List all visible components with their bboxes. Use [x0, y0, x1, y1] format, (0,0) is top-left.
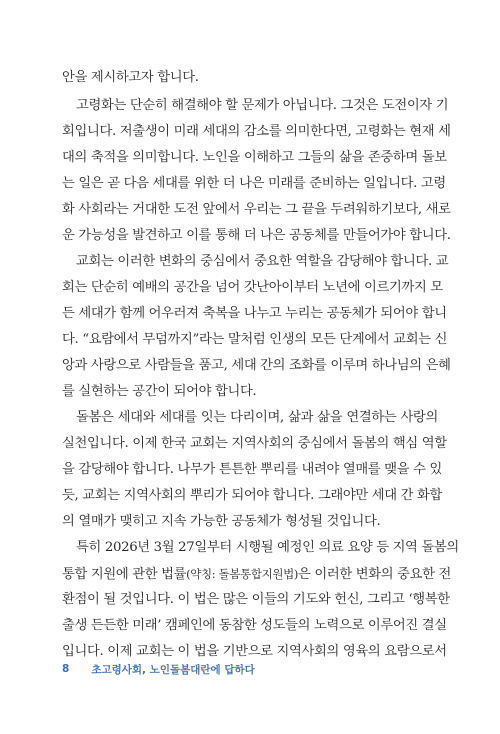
paragraph-line: 앙과 사랑으로 사람들을 품고, 세대 간의 조화를 이루며 하나님의 은혜 [62, 358, 451, 373]
paragraph-line: 환점이 될 것입니다. 이 법은 많은 이들의 기도와 헌신, 그리고 ‘행복한 [62, 592, 450, 607]
paragraph-line: 는 일은 곧 다음 세대를 위한 더 나은 미래를 준비하는 일입니다. 고령 [62, 176, 446, 191]
law-name-text: 통합 지원에 관한 법률 [62, 567, 187, 582]
page-footer [62, 661, 255, 677]
paragraph-line: 을 감당해야 합니다. 나무가 튼튼한 뿌리를 내려야 열매를 맺을 수 있 [62, 462, 443, 477]
paragraph-text: 은 이러한 변화의 중요한 전 [298, 567, 451, 582]
paragraph-line: 고령화는 단순히 해결해야 할 문제가 아닙니다. 그것은 도전이자 기 [76, 98, 449, 113]
paragraph-line: 출생 든든한 미래’ 캠페인에 동참한 성도들의 노력으로 이루어진 결실 [62, 618, 447, 633]
paragraph-line [62, 564, 451, 585]
paragraph-line: 듯, 교회는 지역사회의 뿌리가 되어야 합니다. 그래야만 세대 간 화합 [62, 488, 443, 503]
paragraph-line: 특히 2026년 3월 27일부터 시행될 예정인 의료 요양 등 지역 돌봄의 [76, 540, 459, 555]
law-abbreviation-note: (약칭: 돌봄통합지원법) [186, 567, 299, 581]
paragraph-line: 교회는 이러한 변화의 중심에서 중요한 역할을 감당해야 합니다. 교 [76, 254, 449, 269]
paragraph-line: 의 열매가 맺히고 지속 가능한 공동체가 형성될 것입니다. [62, 514, 381, 529]
paragraph-line: 안을 제시하고자 합니다. [62, 70, 199, 85]
paragraph-line: 입니다. 이제 교회는 이 법을 기반으로 지역사회의 영육의 요람으로서 [62, 644, 447, 659]
paragraph-line: 를 실현하는 공간이 되어야 합니다. [62, 384, 257, 399]
paragraph-line: 회는 단순히 예배의 공간을 넘어 갓난아이부터 노년에 이르기까지 모 [62, 280, 443, 295]
paragraph-line: 돌봄은 세대와 세대를 잇는 다리이며, 삶과 삶을 연결하는 사랑의 [76, 410, 438, 425]
paragraph-line: 다. “요람에서 무덤까지”라는 말처럼 인생의 모든 단계에서 교회는 신 [62, 332, 448, 347]
paragraph-line: 화 사회라는 거대한 도전 앞에서 우리는 그 끝을 두려워하기보다, 새로 [62, 202, 451, 217]
paragraph-line: 든 세대가 함께 어우러져 축복을 나누고 누리는 공동체가 되어야 합니 [62, 306, 447, 321]
paragraph-line: 대의 축적을 의미합니다. 노인을 이해하고 그들의 삶을 존중하며 돌보 [62, 150, 447, 165]
paragraph-line: 실천입니다. 이제 한국 교회는 지역사회의 중심에서 돌봄의 핵심 역할 [62, 436, 447, 451]
paragraph-line: 회입니다. 저출생이 미래 세대의 감소를 의미한다면, 고령화는 현재 세 [62, 124, 451, 139]
paragraph-line: 운 가능성을 발견하고 이를 통해 더 나은 공동체를 만들어가야 합니다. [62, 228, 451, 243]
page-number: 8 [62, 663, 70, 675]
running-book-title: 초고령사회, 노인돌봄대란에 답하다 [91, 663, 255, 676]
